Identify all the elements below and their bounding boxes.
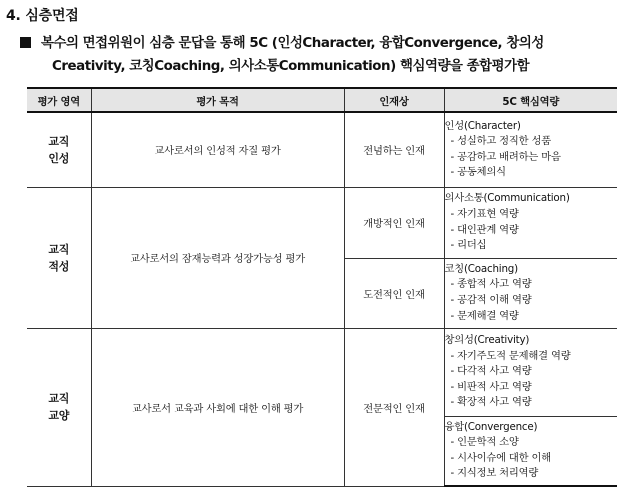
competency-item: - 공동체의식 [445, 165, 618, 181]
purpose-cell: 교사로서의 인성적 자질 평가 [91, 112, 344, 187]
competency-name: 융합(Convergence) [444, 420, 538, 433]
competency-item: - 문제해결 역량 [445, 309, 618, 325]
talent-cell: 전념하는 인재 [344, 112, 444, 187]
area-line: 인성 [48, 151, 70, 165]
competency-table [27, 87, 617, 487]
table-row [27, 187, 617, 258]
area-line: 교직 [48, 134, 70, 148]
area-cell [27, 328, 91, 486]
competency-item: - 지식정보 처리역량 [445, 466, 618, 482]
header-purpose: 평가 목적 [91, 88, 344, 112]
competency-name: 인성(Character) [444, 119, 521, 132]
talent-cell: 개방적인 인재 [344, 187, 444, 258]
header-competency: 5C 핵심역량 [444, 88, 617, 112]
competency-name: 의사소통(Communication) [444, 192, 570, 205]
section-title: 4. 심층면접 [6, 8, 79, 24]
area-line: 교양 [48, 409, 70, 422]
talent-cell: 도전적인 인재 [344, 258, 444, 328]
purpose-cell: 교사로서 교육과 사회에 대한 이해 평가 [91, 328, 344, 486]
competency-item: - 확장적 사고 역량 [445, 395, 618, 411]
competency-name: 코칭(Coaching) [444, 262, 518, 275]
competency-item: - 공감적 이해 역량 [445, 293, 618, 309]
competency-item: - 인문학적 소양 [445, 435, 618, 451]
competency-item: - 성실하고 정직한 성품 [445, 134, 618, 150]
table-header-row [27, 88, 617, 112]
purpose-cell: 교사로서의 잠재능력과 성장가능성 평가 [91, 187, 344, 328]
competency-cell [444, 328, 617, 416]
competency-list [445, 207, 618, 254]
competency-item: - 자기주도적 문제해결 역량 [445, 349, 618, 365]
competency-list [445, 134, 618, 181]
competency-list [445, 349, 618, 411]
competency-item: - 리더십 [445, 238, 618, 254]
competency-cell [444, 416, 617, 486]
competency-item: - 대인관계 역량 [445, 223, 618, 239]
competency-item: - 비판적 사고 역량 [445, 380, 618, 396]
competency-cell [444, 258, 617, 328]
competency-list [445, 277, 618, 324]
square-bullet-icon [20, 37, 31, 48]
area-cell [27, 112, 91, 187]
competency-list [445, 435, 618, 482]
area-cell [27, 187, 91, 328]
area-line: 적성 [48, 259, 70, 273]
intro-text-2: Creativity, 코칭Coaching, 의사소통Communication) 핵심역량을 종합평가함 [52, 59, 530, 74]
competency-item: - 종합적 사고 역량 [445, 277, 618, 293]
competency-item: - 공감하고 배려하는 마음 [445, 150, 618, 166]
competency-item: - 자기표현 역량 [445, 207, 618, 223]
intro-line-1 [20, 32, 616, 55]
competency-item: - 시사이슈에 대한 이해 [445, 451, 618, 467]
header-area: 평가 영역 [27, 88, 91, 112]
area-line: 교직 [48, 392, 70, 405]
intro-text-1: 복수의 면접위원이 심층 문답을 통해 5C (인성Character, 융합Convergence, 창의성 [41, 36, 544, 51]
competency-cell [444, 112, 617, 187]
competency-item: - 다각적 사고 역량 [445, 364, 618, 380]
area-line: 교직 [48, 242, 70, 256]
header-talent: 인재상 [344, 88, 444, 112]
talent-cell: 전문적인 인재 [344, 328, 444, 486]
table-row [27, 112, 617, 187]
competency-name: 창의성(Creativity) [444, 334, 530, 347]
competency-cell [444, 187, 617, 258]
table-row [27, 328, 617, 416]
intro-paragraph [20, 32, 616, 78]
